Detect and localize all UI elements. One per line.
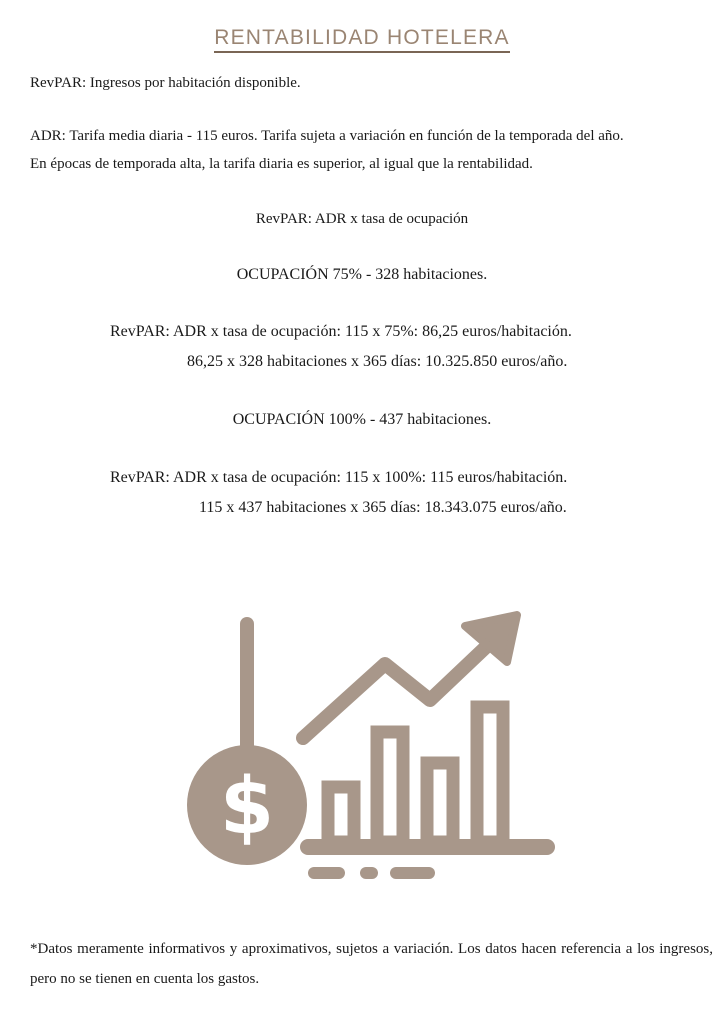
revpar-formula: RevPAR: ADR x tasa de ocupación <box>255 211 469 227</box>
scenario-75-annual-calc: 86,25 x 328 habitaciones x 365 días: 10.325.850 euros/año. <box>187 353 568 370</box>
scenario-100-heading: OCUPACIÓN 100% - 437 habitaciones. <box>232 411 492 428</box>
chart-base-dash-2 <box>360 867 378 879</box>
revpar-definition: RevPAR: Ingresos por habitación disponible. <box>30 75 301 91</box>
scenario-100-revpar-calc: RevPAR: ADR x tasa de ocupación: 115 x 100%: 115 euros/habitación. <box>110 469 568 486</box>
adr-definition-line2: En épocas de temporada alta, la tarifa diaria es superior, al igual que la rentabilidad. <box>30 156 533 172</box>
chart-base-dash-3 <box>390 867 435 879</box>
page-title-text: RENTABILIDAD HOTELERA <box>214 26 510 53</box>
bar-group <box>328 707 503 842</box>
bar-1 <box>328 787 354 842</box>
adr-definition-line1: ADR: Tarifa media diaria - 115 euros. Tarifa sujeta a variación en función de la temporada del año. <box>30 128 624 144</box>
footnote: *Datos meramente informativos y aproximativos, sujetos a variación. Los datos hacen referencia a los ingresos, pero no se tienen en cuenta los gastos. <box>30 941 713 987</box>
pendulum-rod <box>240 617 254 757</box>
trend-line <box>303 646 487 738</box>
bar-3 <box>427 763 453 842</box>
scenario-100-annual-calc: 115 x 437 habitaciones x 365 días: 18.343.075 euros/año. <box>199 499 567 516</box>
bar-2 <box>377 732 403 842</box>
scenario-75-revpar-calc: RevPAR: ADR x tasa de ocupación: 115 x 75%: 86,25 euros/habitación. <box>110 323 572 340</box>
scenario-75-heading: OCUPACIÓN 75% - 328 habitaciones. <box>236 266 488 283</box>
chart-base-dash-1 <box>308 867 345 879</box>
dollar-symbol: $ <box>219 762 275 852</box>
bar-4 <box>477 707 503 842</box>
